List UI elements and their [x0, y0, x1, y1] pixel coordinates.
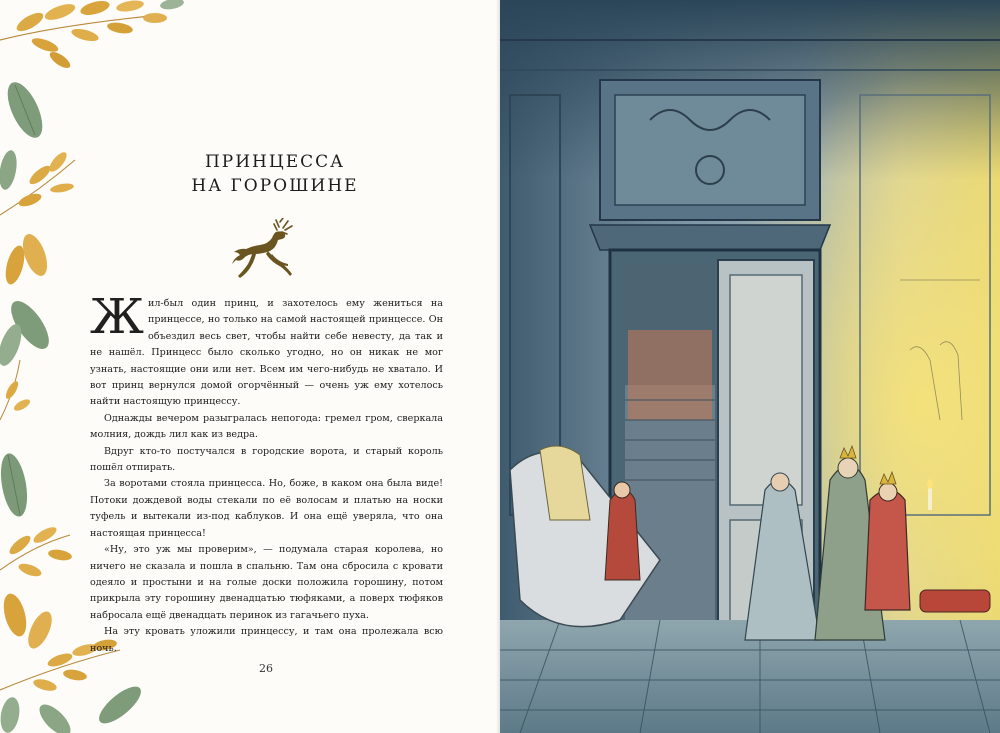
- paragraph: «Ну, это уж мы проверим», — подумала старая королева, но ничего не сказала и пошла в спальню. Там она сбросила с кровати одеяло и простыни и на голые доски положила горошину, потом прикрыла эту горошину двенадцатью тюфяками, а поверх тюфяков набросала ещё двенадцать перинок из гагачьего пуха.: [90, 544, 443, 621]
- drop-cap: Ж: [90, 289, 144, 345]
- page-number: 26: [259, 662, 273, 675]
- paragraph: Вдруг кто-то постучался в городские ворота, и старый король пошёл отпирать.: [90, 445, 443, 474]
- paragraph: На эту кровать уложили принцессу, и там она пролежала всю ночь.: [90, 626, 443, 654]
- paragraph-text: ил-был один принц, и захотелось ему жениться на принцессе, но только на самой настоящей принцессе. Он объездил весь свет, чтобы найти себе невесту, да так и не нашёл. Принцесс было сколько угодно, но он никак не мог узнать, настоящие они или нет. Всем им чего-нибудь не хватало. И вот принц вернулся домой огорчённый — очень уж ему хотелось найти настоящую принцессу.: [90, 298, 443, 408]
- deer-icon: [230, 218, 302, 280]
- paragraph: [90, 289, 443, 411]
- right-page: [500, 0, 1000, 733]
- palace-illustration: [500, 0, 1000, 733]
- chapter-title: [130, 150, 420, 198]
- paragraph: Однажды вечером разыгралась непогода: гремел гром, сверкала молния, дождь лил как из ведра.: [90, 412, 443, 441]
- story-text: [90, 289, 443, 657]
- chapter-title-line-2: НА ГОРОШИНЕ: [191, 176, 359, 196]
- paragraph: За воротами стояла принцесса. Но, боже, в каком она была виде! Потоки дождевой воды стекали по её волосам и платью на носки туфель и вытекали из-под каблуков. И она ещё уверяла, что она настоящая принцесса!: [90, 478, 443, 539]
- chapter-title-line-1: ПРИНЦЕССА: [204, 152, 346, 172]
